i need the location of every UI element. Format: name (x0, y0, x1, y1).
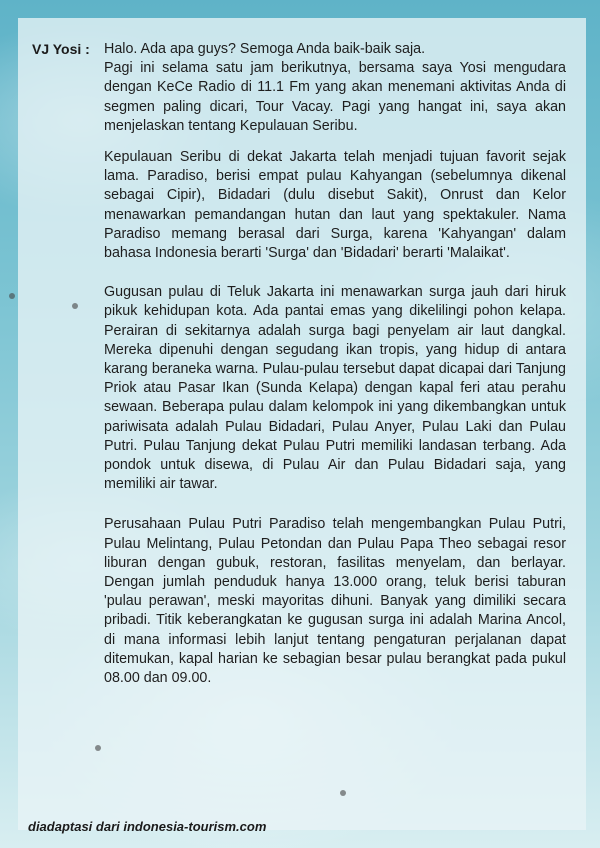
swimmer-figure (95, 745, 101, 751)
paragraph-resort: Perusahaan Pulau Putri Paradiso telah mengembangkan Pulau Putri, Pulau Melintang, Pulau Petondan dan Pulau Papa Theo sebagai resor liburan dengan gubuk, restoran, fasilitas menyelam, dan berlayar. Dengan jumlah penduduk hanya 13.000 orang, teluk berisi taburan 'pulau perawan', meski mayoritas dihuni. Banyak yang dimiliki secara pribadi. Titik keberangkatan ke gugusan surga ini adalah Marina Ancol, di mana informasi lebih lanjut tentang pengaturan perjalanan dapat ditemukan, kapal harian ke sebagian besar pulau berangkat pada pukul 08.00 dan 09.00. (104, 516, 566, 687)
dialogue-content (104, 40, 566, 688)
swimmer-figure (72, 303, 78, 309)
source-credit: diadaptasi dari indonesia-tourism.com (28, 819, 267, 834)
swimmer-figure (9, 293, 15, 299)
paragraph-paradiso: Kepulauan Seribu di dekat Jakarta telah menjadi tujuan favorit sejak lama. Paradiso, berisi empat pulau Kahyangan (sebelumnya dikenal sebagai Cipir), Bidadari (dulu disebut Sakit), Onrust dan Kelor menawarkan pemandangan hutan dan laut yang spektakuler. Nama Paradiso memang berasal dari Surga, karena 'Kahyangan' dalam bahasa Indonesia berarti 'Surga' dan 'Bidadari' berarti 'Malaikat'. (104, 149, 566, 262)
greeting-line: Halo. Ada apa guys? Semoga Anda baik-baik saja. (104, 41, 426, 57)
swimmer-figure (340, 790, 346, 796)
paragraph-intro: Pagi ini selama satu jam berikutnya, bersama saya Yosi mengudara dengan KeCe Radio di 11.1 Fm yang akan menemani aktivitas Anda di segmen paling dicari, Tour Vacay. Pagi yang hangat ini, saya akan menjelaskan tentang Kepulauan Seribu. (104, 60, 566, 134)
speaker-label: VJ Yosi : (32, 41, 90, 57)
paragraph-bay: Gugusan pulau di Teluk Jakarta ini menawarkan surga jauh dari hiruk pikuk kehidupan kota. Ada pantai emas yang dikelilingi pohon kelapa. Perairan di sekitarnya adalah surga bagi penyelam air laut dangkal. Mereka dipenuhi dengan segudang ikan tropis, yang hidup di antara karang beraneka warna. Pulau-pulau tersebut dapat dicapai dari Tanjung Priok atau Pasar Ikan (Sunda Kelapa) dengan kapal feri atau perahu sewaan. Beberapa pulau dalam kelompok ini yang dikembangkan untuk pariwisata adalah Pulau Bidadari, Pulau Anyer, Pulau Laki dan Pulau Putri. Pulau Tanjung dekat Pulau Putri memiliki landasan terbang. Ada pondok untuk disewa, di Pulau Air dan Pulau Bidadari saja, yang memiliki air tawar. (104, 284, 566, 493)
